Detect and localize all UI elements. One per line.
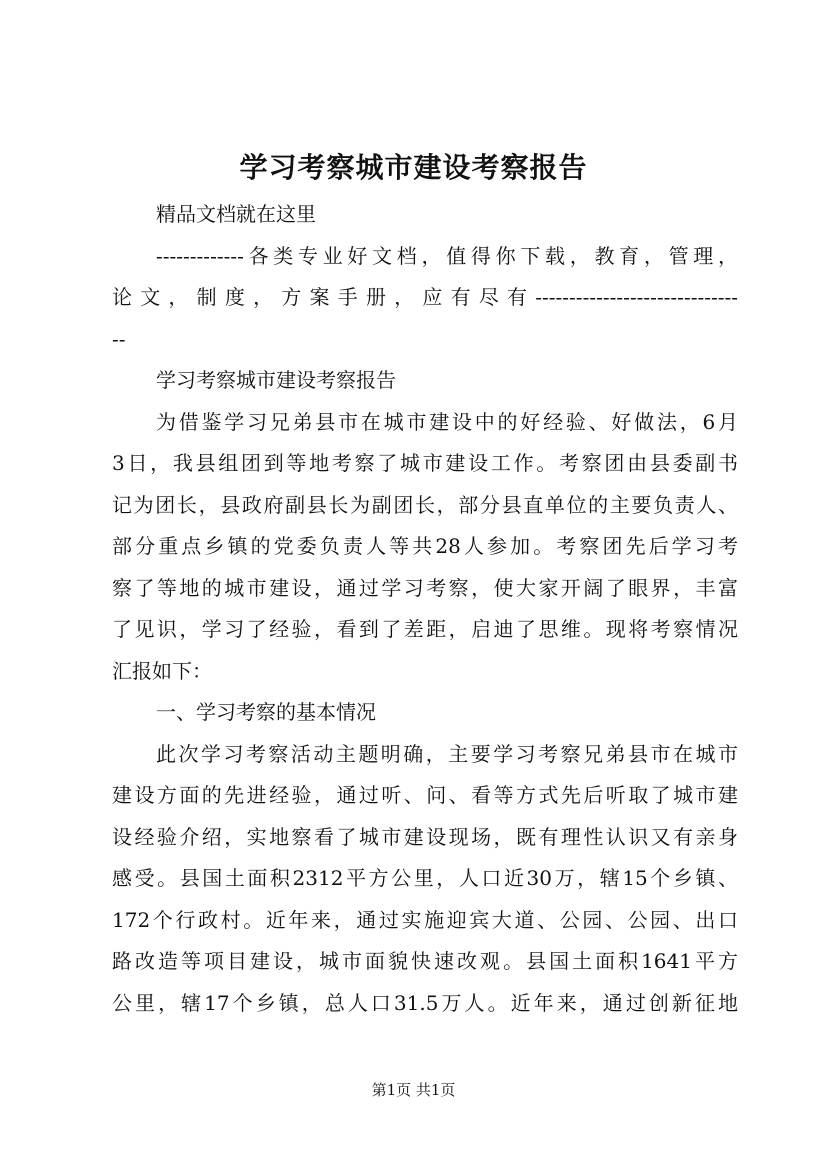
text-line: 论文，制度，方案手册，应有尽有------------------------------	[112, 285, 738, 309]
text-line: 172个行政村。近年来，通过实施迎宾大道、公园、公园、出口	[112, 907, 738, 932]
text-line: 察了等地的城市建设，通过学习考察，使大家开阔了眼界，丰富	[112, 575, 738, 600]
intro-line: 精品文档就在这里	[156, 202, 316, 226]
document-body	[112, 194, 738, 1024]
text-line: 汇报如下：	[112, 658, 212, 683]
text-line: 路改造等项目建设，城市面貌快速改观。县国土面积1641平方	[112, 949, 738, 973]
page-number: 第1页 共1页	[371, 1081, 456, 1099]
text-line: 了见识，学习了经验，看到了差距，启迪了思维。现将考察情况	[112, 617, 738, 641]
text-line: 3日，我县组团到等地考察了城市建设工作。考察团由县委副书	[112, 451, 738, 475]
text-line: 建设方面的先进经验，通过听、问、看等方式先后听取了城市建	[112, 783, 738, 807]
text-line: 部分重点乡镇的党委负责人等共28人参加。考察团先后学习考	[112, 534, 738, 558]
text-line: --	[112, 326, 126, 351]
text-line: 此次学习考察活动主题明确，主要学习考察兄弟县市在城市	[156, 741, 738, 766]
text-line: 为借鉴学习兄弟县市在城市建设中的好经验、好做法，6月	[156, 409, 738, 434]
section-heading: 一、学习考察的基本情况	[156, 700, 376, 724]
text-line: 公里，辖17个乡镇，总人口31.5万人。近年来，通过创新征地	[112, 990, 738, 1015]
text-line: 感受。县国土面积2312平方公里，人口近30万，辖15个乡镇、	[112, 866, 738, 890]
section-heading: 学习考察城市建设考察报告	[156, 368, 396, 392]
document-title: 学习考察城市建设考察报告	[239, 151, 588, 184]
text-line: -------------各类专业好文档，值得你下载，教育，管理，	[156, 243, 738, 268]
text-line: 记为团长，县政府副县长为副团长，部分县直单位的主要负责人、	[112, 492, 738, 517]
text-line: 设经验介绍，实地察看了城市建设现场，既有理性认识又有亲身	[112, 824, 738, 849]
